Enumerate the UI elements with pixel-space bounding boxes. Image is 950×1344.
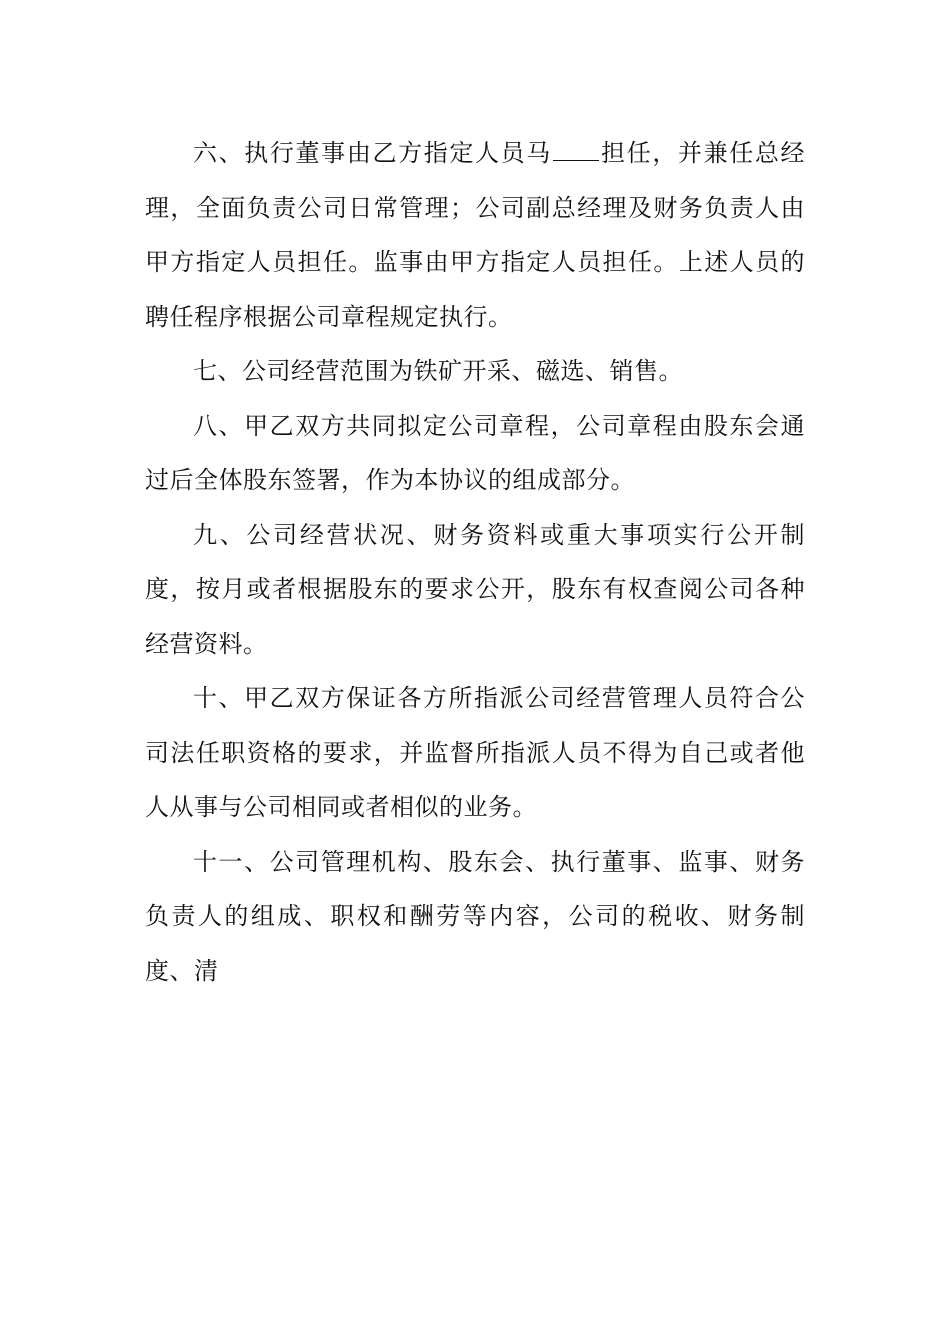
clause-10: 十、甲乙双方保证各方所指派公司经营管理人员符合公司法任职资格的要求，并监督所指派人员不得为自己或者他人从事与公司相同或者相似的业务。 xyxy=(145,684,805,821)
clause-8: 八、甲乙双方共同拟定公司章程，公司章程由股东会通过后全体股东签署，作为本协议的组成部分。 xyxy=(145,411,805,494)
name-blank-line xyxy=(553,138,599,161)
clause-7: 七、公司经营范围为铁矿开采、磁选、销售。 xyxy=(193,357,683,385)
clause-6-text-end: 担任，并兼任总经理，全面负责公司日常管理；公司副总经理及财务负责人由甲方指定人员担任。监事由甲方指定人员担任。上述人员的聘任程序根据公司章程规定执行。 xyxy=(145,139,806,331)
clause-9: 九、公司经营状况、财务资料或重大事项实行公开制度，按月或者根据股东的要求公开，股东有权查阅公司各种经营资料。 xyxy=(145,520,805,658)
clause-6-text-start: 六、执行董事由乙方指定人员马 xyxy=(193,139,552,167)
clause-11: 十一、公司管理机构、股东会、执行董事、监事、财务负责人的组成、职权和酬劳等内容，公司的税收、财务制度、清 xyxy=(145,847,805,985)
document-body xyxy=(145,126,805,998)
clause-6 xyxy=(145,126,805,344)
